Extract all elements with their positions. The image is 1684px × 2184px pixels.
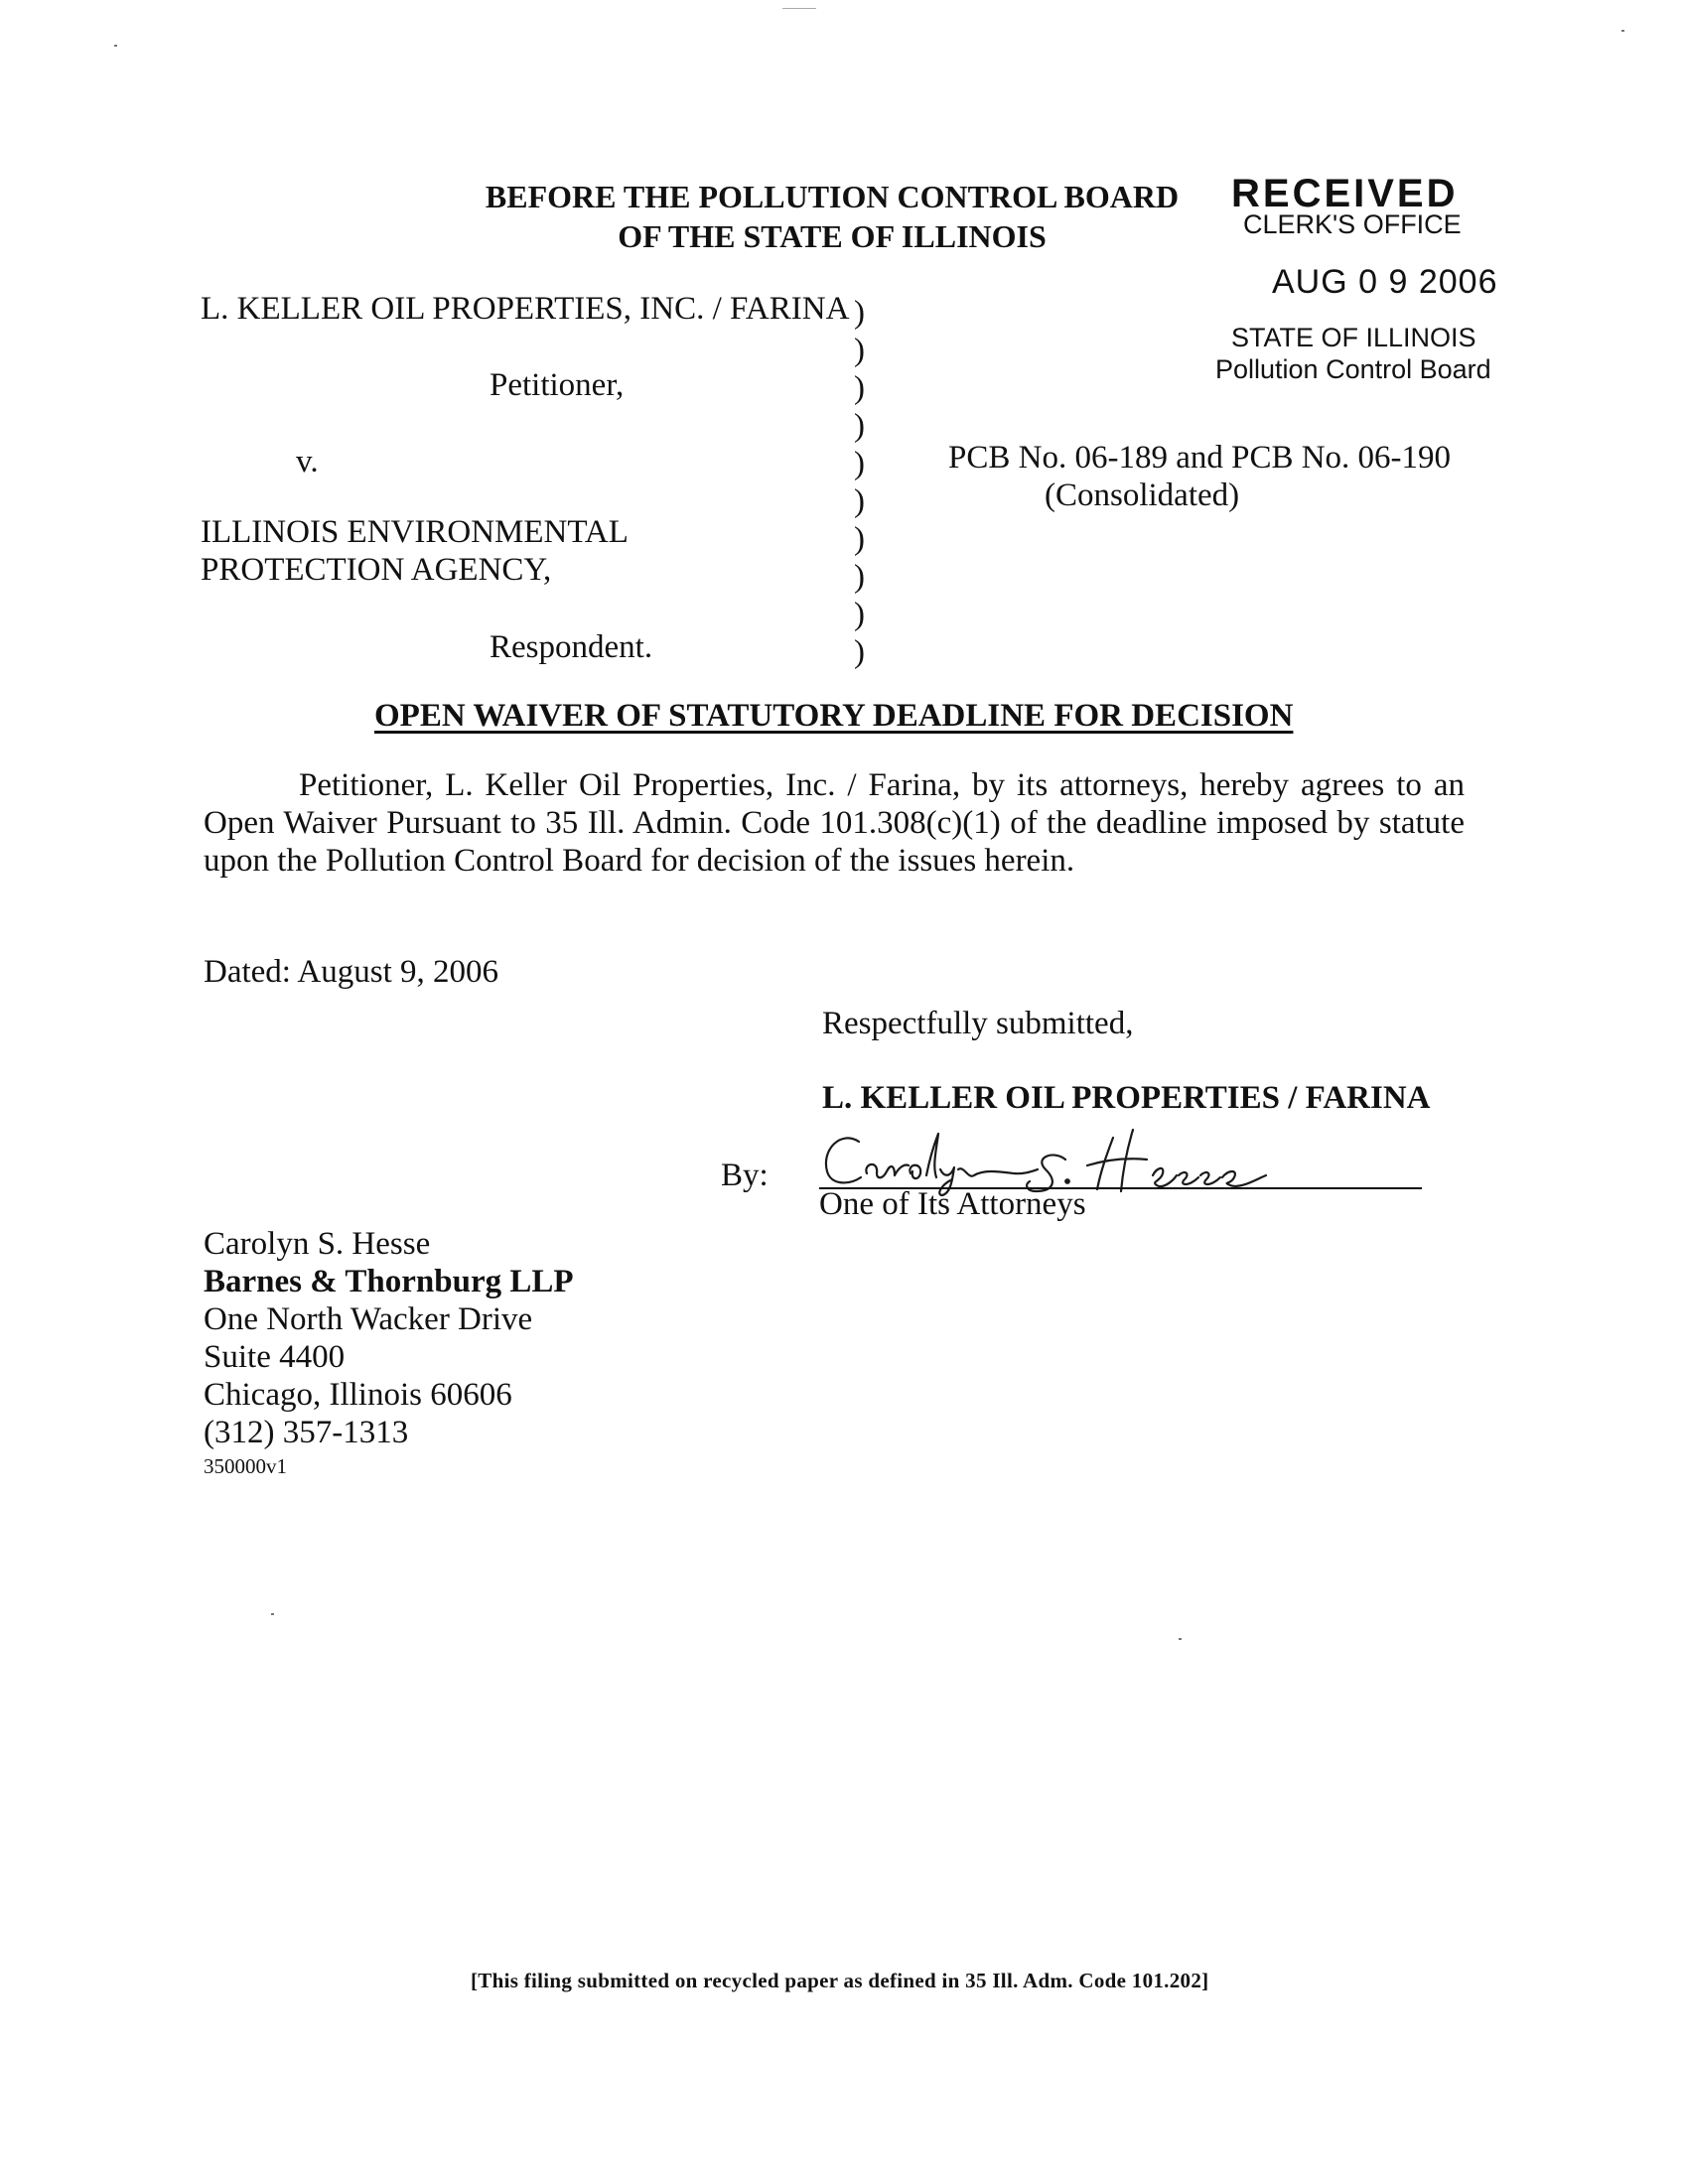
caption-paren: ): [854, 408, 865, 444]
phone-number: (312) 357-1313: [204, 1415, 409, 1450]
dated-line: Dated: August 9, 2006: [204, 954, 498, 990]
consolidated-label: (Consolidated): [1045, 478, 1240, 513]
closing-line: Respectfully submitted,: [822, 1006, 1134, 1041]
caption-paren: ): [854, 370, 865, 406]
city-state-zip: Chicago, Illinois 60606: [204, 1377, 512, 1413]
stamp-received: RECEIVED: [1231, 172, 1459, 215]
caption-paren: ): [854, 521, 865, 557]
case-number: PCB No. 06-189 and PCB No. 06-190: [948, 440, 1452, 476]
caption-paren: ): [854, 559, 865, 595]
scan-artifact: [1179, 1638, 1182, 1640]
stamp-state: STATE OF ILLINOIS: [1231, 323, 1476, 352]
address-line2: Suite 4400: [204, 1339, 346, 1375]
stamp-date: AUG 0 9 2006: [1272, 263, 1498, 301]
document-id: 350000v1: [204, 1454, 287, 1478]
document-heading: OPEN WAIVER OF STATUTORY DEADLINE FOR DECISION: [374, 698, 1294, 734]
caption-paren: ): [854, 295, 865, 331]
versus: v.: [296, 444, 319, 479]
respondent-name-line2: PROTECTION AGENCY,: [201, 552, 552, 588]
scan-artifact: [271, 1613, 274, 1615]
scan-artifact: [1621, 30, 1624, 32]
respondent-name-line1: ILLINOIS ENVIRONMENTAL: [201, 514, 629, 550]
board-title-line1: BEFORE THE POLLUTION CONTROL BOARD: [485, 179, 1180, 214]
caption-paren: ): [854, 333, 865, 368]
board-title-line2: OF THE STATE OF ILLINOIS: [618, 218, 1047, 254]
body-paragraph: [204, 766, 1465, 880]
party-name: L. KELLER OIL PROPERTIES / FARINA: [822, 1080, 1431, 1116]
caption-paren: ): [854, 446, 865, 481]
caption-paren: ): [854, 634, 865, 670]
law-firm: Barnes & Thornburg LLP: [204, 1264, 574, 1299]
stamp-board: Pollution Control Board: [1215, 354, 1491, 384]
caption-paren: ): [854, 597, 865, 632]
by-label: By:: [721, 1158, 769, 1193]
address-line1: One North Wacker Drive: [204, 1301, 533, 1337]
caption-paren: ): [854, 483, 865, 519]
scan-artifact: [782, 8, 816, 9]
attorney-name: Carolyn S. Hesse: [204, 1226, 431, 1262]
signer-role: One of Its Attorneys: [819, 1186, 1086, 1222]
stamp-clerks-office: CLERK'S OFFICE: [1243, 209, 1462, 239]
petitioner-name: L. KELLER OIL PROPERTIES, INC. / FARINA: [201, 291, 850, 327]
body-paragraph-text: Petitioner, L. Keller Oil Properties, Inc. / Farina, by its attorneys, hereby agrees to an Open Waiver Pursuant to 35 Ill. Admin. Code 101.308(c)(1) of the deadline imposed by statute upon the Pollution Control Board for decision of the issues herein.: [204, 767, 1465, 879]
scan-artifact: [114, 45, 117, 47]
recycled-paper-footer: [This filing submitted on recycled paper as defined in 35 Ill. Adm. Code 101.202]: [471, 1969, 1209, 1992]
respondent-role: Respondent.: [490, 629, 653, 665]
petitioner-role: Petitioner,: [490, 367, 625, 403]
